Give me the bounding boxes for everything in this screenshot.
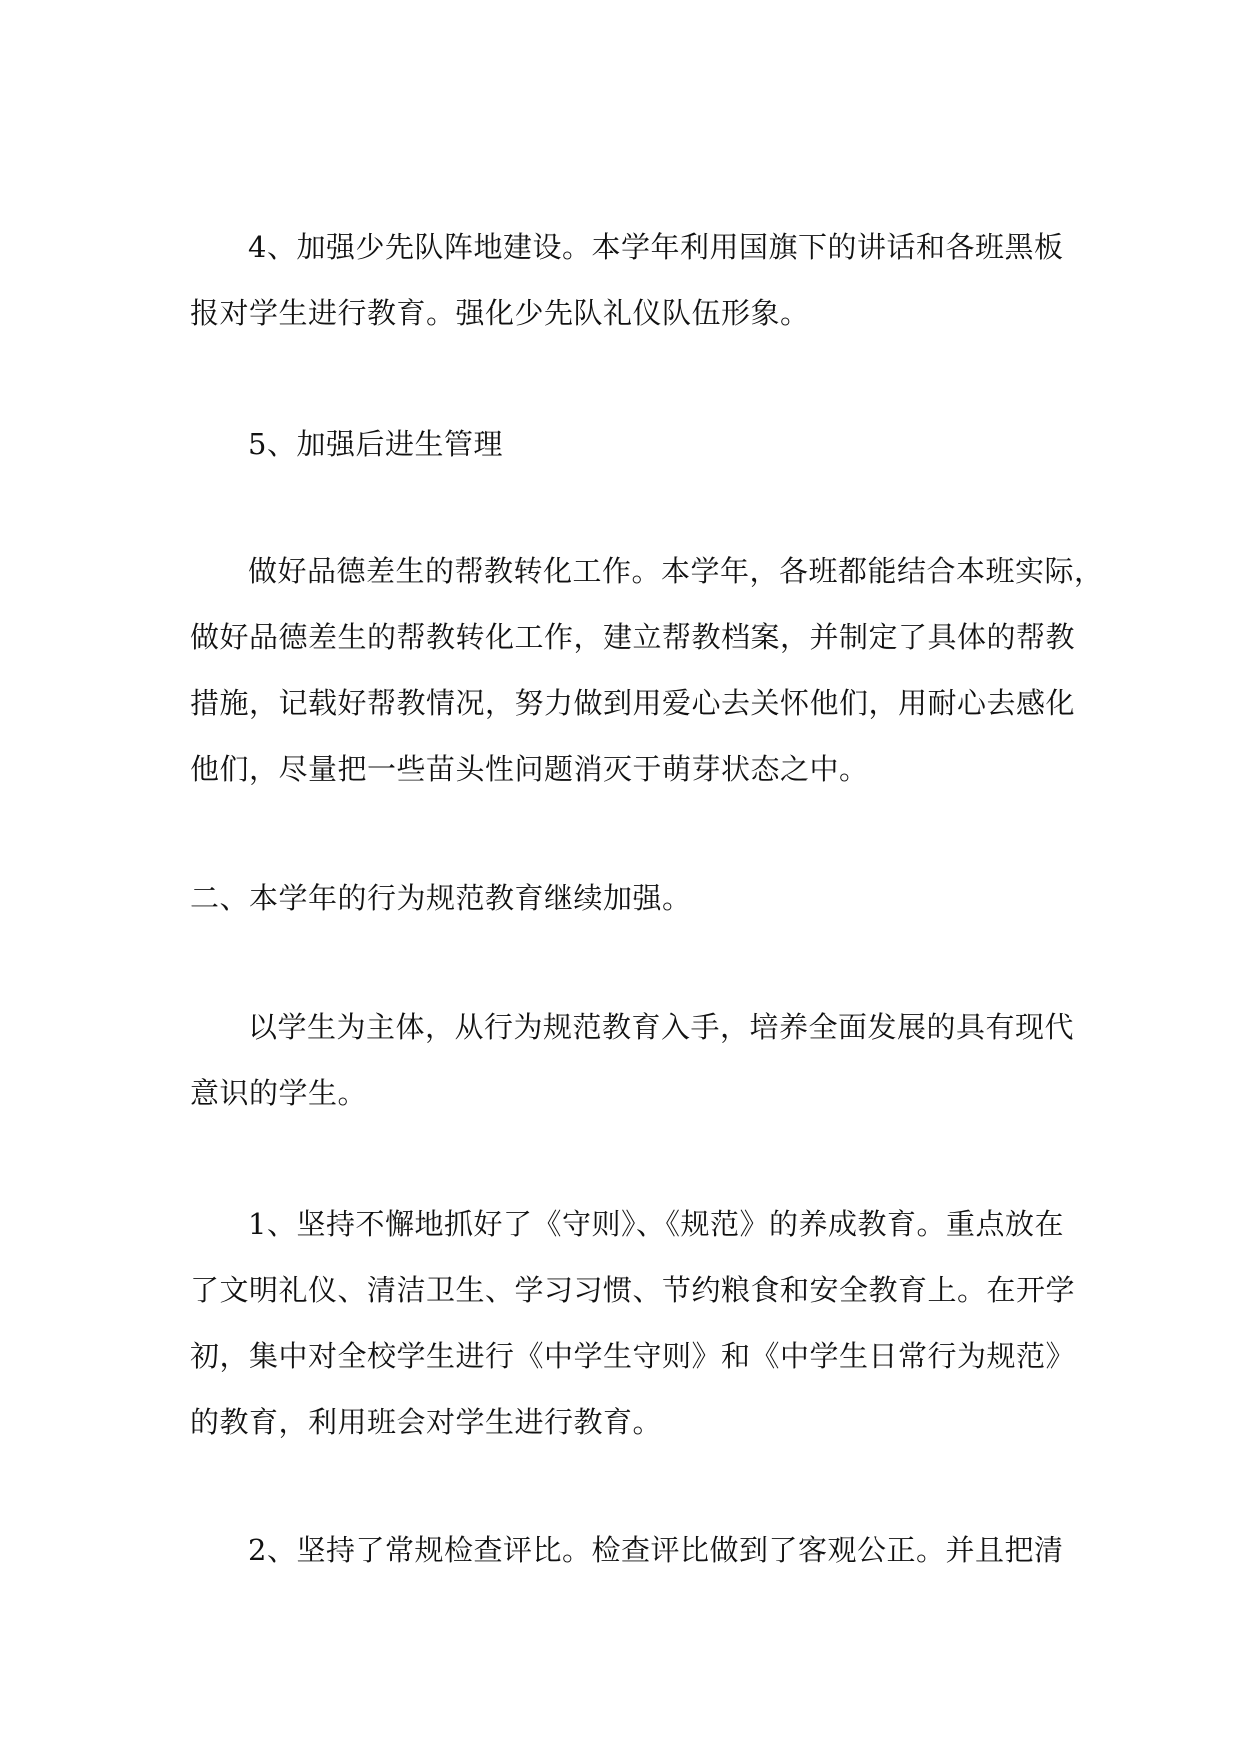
text-line: 二、本学年的行为规范教育继续加强。 [190,881,692,915]
text-line: 做好品德差生的帮教转化工作。本学年，各班都能结合本班实际， [248,554,1104,588]
text-line: 了文明礼仪、清洁卫生、学习习惯、节约粮食和安全教育上。在开学 [190,1273,1076,1307]
paragraph-student-centered [190,994,1075,1126]
text-line: 他们，尽量把一些苗头性问题消灭于萌芽状态之中。 [190,752,869,786]
text-line: 报对学生进行教育。强化少先队礼仪队伍形象。 [190,296,810,330]
text-line: 以学生为主体，从行为规范教育入手，培养全面发展的具有现代 [248,1010,1075,1044]
text-line: 4、加强少先队阵地建设。本学年利用国旗下的讲话和各班黑板 [248,230,1064,264]
text-line: 做好品德差生的帮教转化工作，建立帮教档案，并制定了具体的帮教 [190,620,1076,654]
text-line: 5、加强后进生管理 [248,427,503,461]
section-heading-behavior-norms [190,865,1050,931]
paragraph-heading-lagging-students [190,411,1050,477]
text-line: 措施，记载好帮教情况，努力做到用爱心去关怀他们，用耐心去感化 [190,686,1076,720]
paragraph-routine-inspection [190,1517,1064,1583]
paragraph-rules-education [190,1191,1076,1455]
text-line: 2、坚持了常规检查评比。检查评比做到了客观公正。并且把清 [248,1533,1064,1567]
text-line: 初，集中对全校学生进行《中学生守则》和《中学生日常行为规范》 [190,1339,1076,1373]
text-line: 1、坚持不懈地抓好了《守则》、《规范》的养成教育。重点放在 [248,1207,1064,1241]
paragraph-youth-pioneers [190,214,1064,346]
paragraph-mentoring [190,538,1104,802]
text-line: 意识的学生。 [190,1076,368,1110]
text-line: 的教育，利用班会对学生进行教育。 [190,1405,663,1439]
